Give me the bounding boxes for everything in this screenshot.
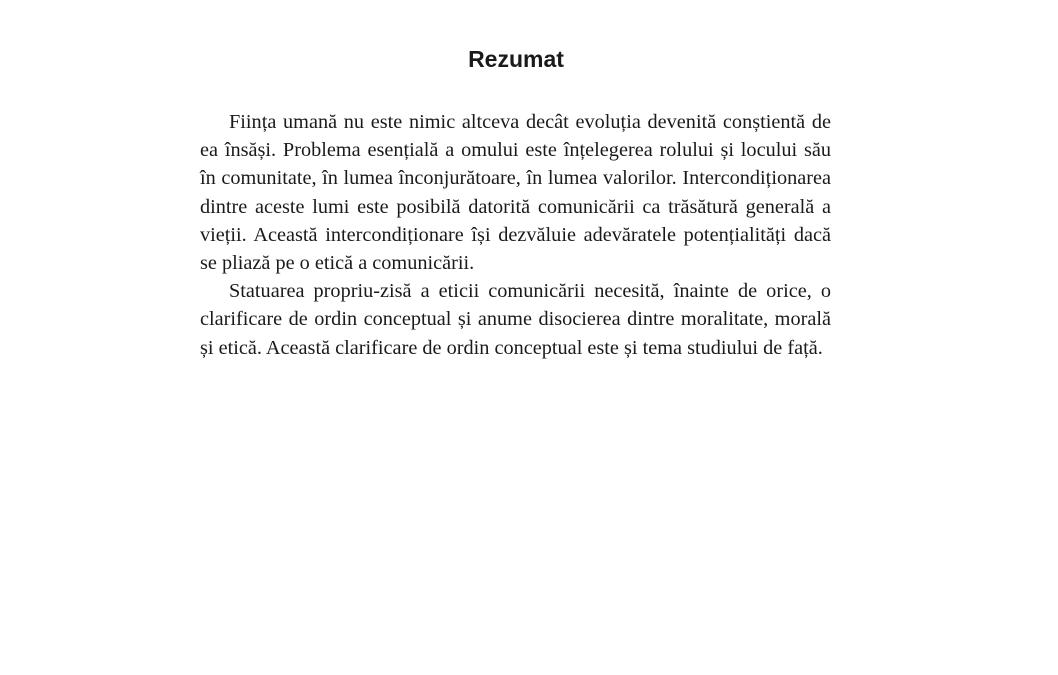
abstract-paragraph-2: Statuarea propriu-zisă a eticii comunicării necesită, înainte de orice, o clarificare de ordin conceptual și anume disocierea dintre moralitate, morală și etică. Această clarificare de ordin conceptual este și tema studiului de față. (200, 280, 831, 359)
abstract-paragraph-1: Ființa umană nu este nimic altceva decât evoluția devenită conștientă de ea însăși. Problema esențială a omului este înțelegerea rolului și locului său în comunitate, în lumea înconjurătoare, în lumea valorilor. Intercondiționarea dintre aceste lumi este posibilă datorită comunicării ca trăsătură generală a vieții. Această intercondiționare își dezvăluie adevăratele potențialități dacă se pliază pe o etică a comunicării. (200, 111, 831, 275)
abstract-body (200, 108, 831, 362)
abstract-heading: Rezumat (468, 46, 564, 72)
